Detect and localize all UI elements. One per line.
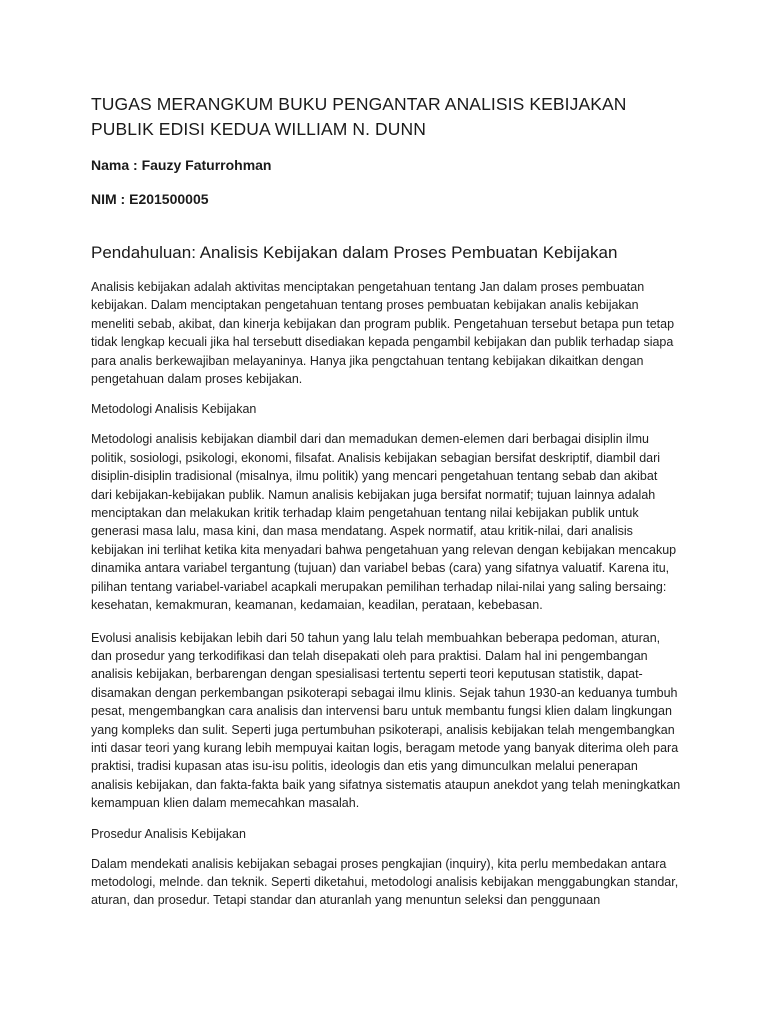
intro-paragraph: Analisis kebijakan adalah aktivitas menciptakan pengetahuan tentang Jan dalam proses pembuatan kebijakan. Dalam menciptakan pengetahuan tentang proses pembuatan kebijakan analis kebijakan meneliti sebab, akibat, dan kinerja kebijakan dan program publik. Pengetahuan tersebut betapa pun tetap tidak lengkap kecuali jika hal tersebutt disediakan kepada pengambil kebijakan dan publik terhadap siapa para analis berkewajiban melayaninya. Hanya jika pengctahuan tentang kebijakan dikaitkan dengan pengetahuan dalam proses kebijakan. [91,280,675,387]
metodologi-paragraph-1: Metodologi analisis kebijakan diambil dari dan memadukan demen-elemen dari berbagai disiplin ilmu politik, sosiologi, psikologi, ekonomi, filsafat. Analisis kebijakan sebagian bersifat deskriptif, diambil dari disiplin-disiplin tradisional (misalnya, ilmu politik) yang mencari pengetahuan tentang sebab dan akibat dari kebijakan-kebijakan publik. Namun analisis kebijakan juga bersifat normatif; tujuan lainnya adalah menciptakan dan melakukan kritik terhadap klaim pengetahuan tentang nilai kebijakan publik untuk generasi masa lalu, masa kini, dan masa mendatang. Aspek normatif, atau kritik-nilai, dari analisis kebijakan ini terlihat ketika kita menyadari bahwa pengetahuan yang relevan dengan kebijakan mencakup dinamika antara variabel tergantung (tujuan) dan variabel bebas (cara) yang sifatnya valuatif. Karena itu, pilihan tentang variabel-variabel acapkali merupakan pemilihan terhadap nilai-nilai yang saling bersaing: kesehatan, kemakmuran, keamanan, kedamaian, keadilan, perataan, kebebasan. [91,432,677,613]
prosedur-paragraph-1: Dalam mendekati analisis kebijakan sebagai proses pengkajian (inquiry), kita perlu membedakan antara metodologi, melnde. dan teknik. Seperti diketahui, metodologi analisis kebijakan menggabungkan standar, aturan, dan prosedur. Tetapi standar dan aturanlah yang menuntun seleksi dan penggunaan [91,856,679,908]
subsection-heading-prosedur: Prosedur Analisis Kebijakan [91,826,246,841]
section-title: Pendahuluan: Analisis Kebijakan dalam Proses Pembuatan Kebijakan [91,243,618,262]
document-page [91,92,681,910]
student-nim: NIM : E201500005 [91,191,209,207]
student-name: Nama : Fauzy Faturrohman [91,157,272,173]
metodologi-paragraph-2: Evolusi analisis kebijakan lebih dari 50 tahun yang lalu telah membuahkan beberapa pedoman, aturan, dan prosedur yang terkodifikasi dan telah disepakati oleh para praktisi. Dalam hal ini pengembangan analisis kebijakan, berbarengan dengan spesialisasi tertentu seperti teori keputusan statistik, dapat-disamakan dengan perkembangan psikoterapi sebagai ilmu klinis. Sejak tahun 1930-an keduanya tumbuh pesat, mengembangkan cara analisis dan intervensi baru untuk membantu fungsi klien dalam lingkungan yang kompleks dan sulit. Seperti juga pertumbuhan psikoterapi, analisis kebijakan telah mengembangkan inti dasar teori yang kurang lebih mempuyai kaitan logis, beragam metode yang banyak diterima oleh para praktisi, tradisi kupasan atas isu-isu politis, ideologis dan etis yang dimunculkan melalui penerapan analisis kebijakan, dan fakta-fakta baik yang sifatnya sistematis ataupun anekdot yang telah meningkatkan kemampuan klien dalam memecahkan masalah. [91,630,681,811]
document-title: TUGAS MERANGKUM BUKU PENGANTAR ANALISIS KEBIJAKAN PUBLIK EDISI KEDUA WILLIAM N. DUNN [91,94,627,139]
subsection-heading-metodologi: Metodologi Analisis Kebijakan [91,402,257,417]
